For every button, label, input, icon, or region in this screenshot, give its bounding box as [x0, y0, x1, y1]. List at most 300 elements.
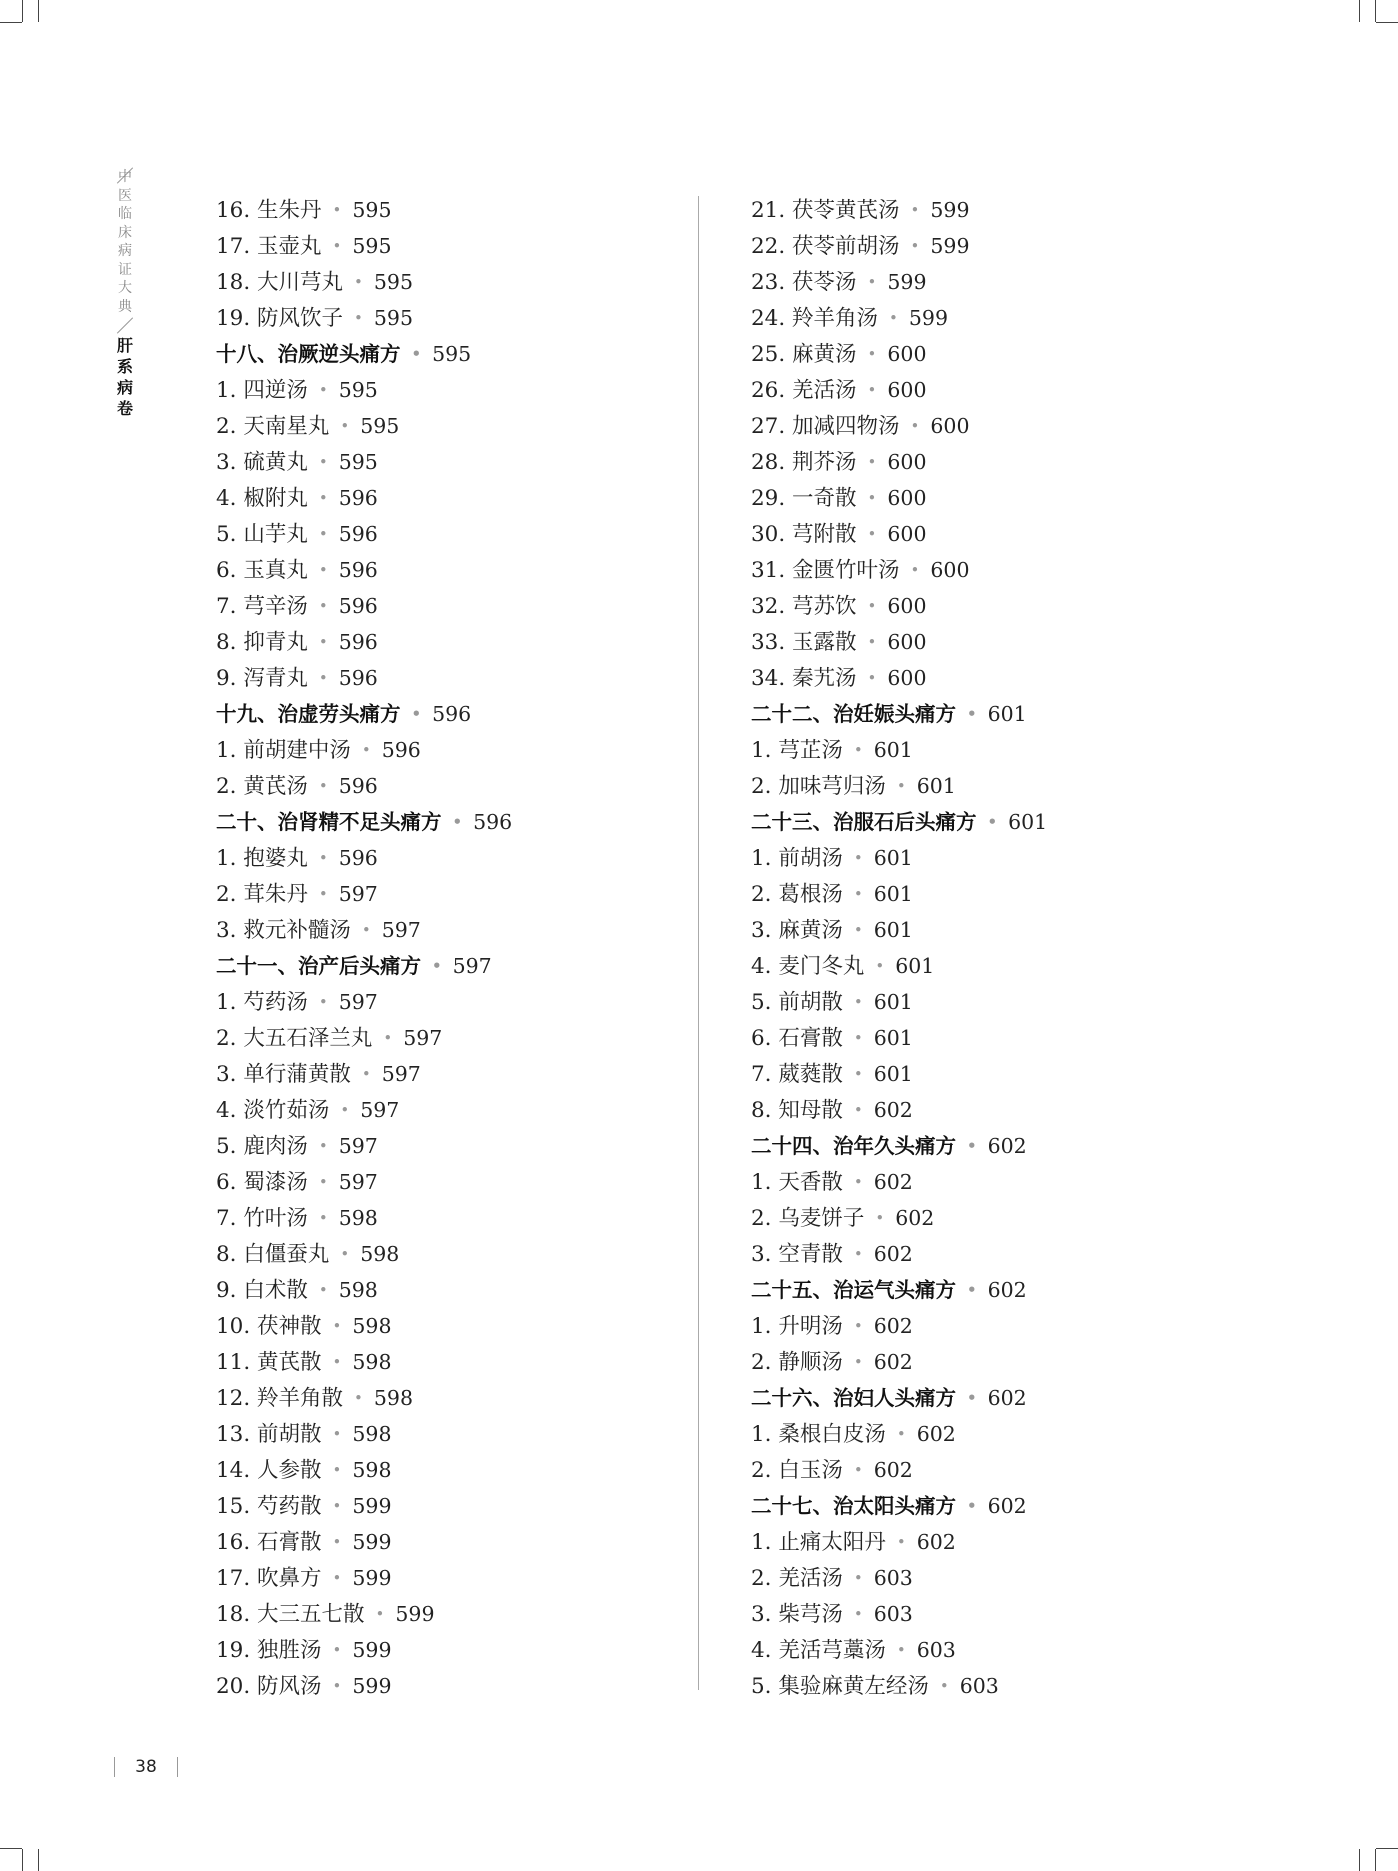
toc-entry-label: 二十二、治妊娠头痛方 [751, 702, 956, 726]
toc-separator-dot: • [318, 993, 328, 1011]
toc-separator-dot: • [853, 1101, 863, 1119]
toc-page-number: 596 [338, 630, 378, 654]
toc-entry [216, 588, 512, 624]
toc-entry [216, 372, 512, 408]
toc-entry-label: 2. 白玉汤 [751, 1458, 843, 1483]
toc-separator-dot: • [318, 561, 328, 579]
toc-entry-label: 3. 麻黄汤 [751, 918, 843, 943]
toc-entry-label: 2. 葛根汤 [751, 882, 843, 907]
toc-separator-dot: • [332, 237, 342, 255]
crop-mark [22, 1849, 23, 1871]
toc-page-number: 595 [373, 306, 414, 330]
toc-page-number: 602 [916, 1422, 956, 1446]
toc-entry-label: 2. 乌麦饼子 [751, 1206, 865, 1231]
toc-page-number: 602 [873, 1242, 913, 1266]
toc-entry [216, 1020, 512, 1056]
title-char: 大 [118, 280, 132, 296]
crop-mark [0, 22, 22, 23]
toc-separator-dot: • [987, 813, 998, 831]
toc-entry [216, 1164, 512, 1200]
toc-page-number: 601 [1008, 810, 1048, 834]
title-slash [117, 317, 133, 333]
toc-page-number: 596 [338, 774, 378, 798]
toc-entry-label: 3. 柴芎汤 [751, 1602, 843, 1627]
toc-separator-dot: • [411, 705, 422, 723]
toc-entry [216, 1560, 512, 1596]
toc-entry-label: 16. 生朱丹 [216, 198, 322, 223]
toc-page-number: 599 [908, 306, 949, 330]
crop-mark [1375, 0, 1376, 22]
toc-entry [216, 912, 512, 948]
toc-entry-label: 11. 黄芪散 [216, 1350, 322, 1375]
toc-page-number: 598 [352, 1422, 392, 1446]
toc-page-number: 597 [403, 1026, 443, 1050]
toc-section-heading [216, 336, 512, 372]
toc-entry-label: 1. 止痛太阳丹 [751, 1530, 886, 1555]
toc-entry-label: 30. 芎附散 [751, 522, 857, 547]
toc-entry [751, 264, 1047, 300]
toc-entry [751, 1020, 1047, 1056]
toc-separator-dot: • [318, 1173, 328, 1191]
crop-mark [1376, 22, 1398, 23]
toc-separator-dot: • [910, 417, 920, 435]
toc-separator-dot: • [896, 1533, 906, 1551]
toc-separator-dot: • [896, 777, 906, 795]
toc-entry-label: 2. 黄芪汤 [216, 774, 308, 799]
toc-entry [751, 1236, 1047, 1272]
toc-separator-dot: • [853, 1317, 863, 1335]
title-char: 中 [118, 169, 132, 185]
toc-entry-label: 5. 山芋丸 [216, 522, 308, 547]
toc-page-number: 600 [887, 666, 927, 690]
toc-page-number: 601 [873, 1026, 913, 1050]
toc-separator-dot: • [340, 1245, 350, 1263]
toc-entry-label: 21. 茯苓黄芪汤 [751, 198, 900, 223]
toc-page-number: 596 [338, 846, 378, 870]
toc-entry [751, 624, 1047, 660]
toc-page-number: 602 [987, 1134, 1027, 1158]
toc-entry-label: 5. 前胡散 [751, 990, 843, 1015]
toc-page-number: 597 [381, 1062, 421, 1086]
toc-right-column [751, 192, 1047, 1704]
toc-entry-label: 29. 一奇散 [751, 486, 857, 511]
toc-page-number: 602 [987, 1386, 1027, 1410]
toc-entry [216, 1308, 512, 1344]
series-title [112, 168, 138, 316]
toc-page-number: 596 [473, 810, 513, 834]
toc-section-heading [751, 1488, 1047, 1524]
toc-entry-label: 二十三、治服石后头痛方 [751, 810, 977, 834]
toc-entry-label: 22. 茯苓前胡汤 [751, 234, 900, 259]
toc-entry-label: 7. 葳蕤散 [751, 1062, 843, 1087]
toc-page-number: 598 [338, 1206, 378, 1230]
toc-separator-dot: • [853, 1353, 863, 1371]
toc-separator-dot: • [967, 1389, 977, 1407]
toc-entry [751, 516, 1047, 552]
toc-separator-dot: • [896, 1641, 906, 1659]
toc-entry [751, 1344, 1047, 1380]
toc-separator-dot: • [853, 921, 863, 939]
toc-entry [216, 1596, 512, 1632]
toc-page-number: 600 [930, 414, 970, 438]
toc-entry-label: 6. 蜀漆汤 [216, 1170, 308, 1195]
toc-page-number: 599 [395, 1602, 435, 1626]
toc-separator-dot: • [332, 1533, 342, 1551]
toc-page-number: 595 [432, 342, 472, 366]
toc-page-number: 601 [916, 774, 956, 798]
toc-page-number: 601 [873, 882, 913, 906]
toc-separator-dot: • [867, 273, 877, 291]
toc-entry-label: 2. 茸朱丹 [216, 882, 308, 907]
toc-entry [751, 948, 1047, 984]
toc-entry [751, 228, 1047, 264]
toc-entry [216, 264, 512, 300]
toc-section-heading [216, 948, 512, 984]
toc-separator-dot: • [853, 1173, 863, 1191]
toc-entry [751, 984, 1047, 1020]
toc-separator-dot: • [318, 633, 328, 651]
page-number: 38 [135, 1757, 157, 1777]
toc-separator-dot: • [853, 849, 863, 867]
toc-page-number: 595 [338, 450, 378, 474]
toc-page-number: 602 [895, 1206, 935, 1230]
toc-entry-label: 28. 荆芥汤 [751, 450, 857, 475]
toc-separator-dot: • [910, 561, 920, 579]
toc-entry [751, 1200, 1047, 1236]
toc-page-number: 602 [916, 1530, 956, 1554]
toc-separator-dot: • [361, 741, 371, 759]
toc-page-number: 595 [338, 378, 378, 402]
toc-page-number: 600 [887, 486, 927, 510]
toc-page-number: 597 [381, 918, 421, 942]
toc-entry-label: 二十四、治年久头痛方 [751, 1134, 956, 1158]
toc-entry-label: 9. 白术散 [216, 1278, 308, 1303]
toc-entry [216, 1452, 512, 1488]
toc-entry-label: 8. 抑青丸 [216, 630, 308, 655]
title-char: 系 [116, 357, 133, 376]
toc-entry-label: 4. 椒附丸 [216, 486, 308, 511]
toc-separator-dot: • [332, 1461, 342, 1479]
toc-entry [751, 660, 1047, 696]
toc-entry-label: 4. 羌活芎藁汤 [751, 1638, 886, 1663]
toc-separator-dot: • [452, 813, 463, 831]
toc-entry [751, 876, 1047, 912]
toc-separator-dot: • [853, 993, 863, 1011]
toc-separator-dot: • [318, 885, 328, 903]
toc-page-number: 597 [338, 1134, 378, 1158]
toc-entry-label: 2. 大五石泽兰丸 [216, 1026, 373, 1051]
toc-entry-label: 26. 羌活汤 [751, 378, 857, 403]
toc-entry [216, 1668, 512, 1704]
toc-separator-dot: • [332, 1497, 342, 1515]
toc-entry-label: 3. 空青散 [751, 1242, 843, 1267]
toc-section-heading [751, 1380, 1047, 1416]
toc-page-number: 595 [352, 198, 392, 222]
title-char: 床 [118, 224, 132, 241]
toc-entry [216, 300, 512, 336]
toc-separator-dot: • [318, 597, 328, 615]
toc-page-number: 602 [873, 1314, 913, 1338]
toc-entry-label: 二十七、治太阳头痛方 [751, 1494, 956, 1518]
toc-separator-dot: • [318, 489, 328, 507]
toc-section-heading [216, 696, 512, 732]
toc-entry [751, 1596, 1047, 1632]
toc-entry-label: 31. 金匮竹叶汤 [751, 558, 900, 583]
toc-page-number: 601 [987, 702, 1027, 726]
toc-left-column [216, 192, 512, 1704]
toc-page-number: 600 [887, 342, 927, 366]
toc-entry [216, 660, 512, 696]
toc-entry-label: 二十六、治妇人头痛方 [751, 1386, 956, 1410]
toc-page-number: 596 [338, 522, 378, 546]
toc-entry-label: 6. 石膏散 [751, 1026, 843, 1051]
toc-page-number: 602 [873, 1098, 913, 1122]
toc-page-number: 600 [887, 378, 927, 402]
toc-page-number: 602 [873, 1458, 913, 1482]
toc-page-number: 603 [959, 1674, 999, 1698]
crop-mark [22, 0, 23, 22]
toc-entry [751, 300, 1047, 336]
toc-page-number: 602 [987, 1278, 1027, 1302]
toc-page-number: 599 [352, 1674, 392, 1698]
toc-separator-dot: • [853, 1065, 863, 1083]
toc-page-number: 599 [930, 234, 970, 258]
toc-page-number: 597 [338, 1170, 378, 1194]
toc-entry [216, 516, 512, 552]
toc-separator-dot: • [967, 1137, 977, 1155]
toc-entry-label: 24. 羚羊角汤 [751, 306, 879, 331]
toc-page-number: 599 [352, 1530, 392, 1554]
toc-separator-dot: • [896, 1425, 906, 1443]
toc-entry [216, 1056, 512, 1092]
volume-title [112, 335, 138, 419]
crop-mark [38, 1849, 39, 1871]
toc-separator-dot: • [967, 1497, 977, 1515]
toc-separator-dot: • [318, 669, 328, 687]
toc-entry-label: 9. 泻青丸 [216, 666, 308, 691]
crop-mark [0, 1848, 22, 1849]
toc-page-number: 597 [452, 954, 492, 978]
toc-entry [216, 1200, 512, 1236]
toc-entry-label: 17. 玉壶丸 [216, 234, 322, 259]
toc-separator-dot: • [318, 1209, 328, 1227]
toc-page-number: 599 [887, 270, 927, 294]
toc-entry-label: 4. 麦门冬丸 [751, 954, 865, 979]
toc-entry-label: 二十一、治产后头痛方 [216, 954, 421, 978]
toc-entry-label: 20. 防风汤 [216, 1674, 322, 1699]
toc-entry-label: 5. 鹿肉汤 [216, 1134, 308, 1159]
toc-separator-dot: • [967, 1281, 977, 1299]
toc-entry-label: 34. 秦艽汤 [751, 666, 857, 691]
toc-entry-label: 14. 人参散 [216, 1458, 322, 1483]
toc-entry [216, 552, 512, 588]
toc-entry-label: 33. 玉露散 [751, 630, 857, 655]
toc-entry [751, 840, 1047, 876]
crop-mark [1375, 1849, 1376, 1871]
toc-separator-dot: • [853, 1569, 863, 1587]
toc-entry [751, 1092, 1047, 1128]
toc-separator-dot: • [411, 345, 422, 363]
toc-page-number: 600 [887, 594, 927, 618]
toc-entry [216, 408, 512, 444]
toc-separator-dot: • [910, 237, 920, 255]
toc-entry [751, 480, 1047, 516]
toc-separator-dot: • [332, 1425, 342, 1443]
folio-bar-right [177, 1757, 178, 1777]
toc-entry [216, 840, 512, 876]
toc-page-number: 601 [895, 954, 935, 978]
toc-entry-label: 12. 羚羊角散 [216, 1386, 344, 1411]
toc-entry [751, 1416, 1047, 1452]
toc-entry [751, 1668, 1047, 1704]
toc-page-number: 600 [887, 522, 927, 546]
toc-page-number: 598 [352, 1458, 392, 1482]
toc-entry [751, 336, 1047, 372]
toc-entry [751, 1056, 1047, 1092]
toc-entry [751, 912, 1047, 948]
toc-entry-label: 1. 芍药汤 [216, 990, 308, 1015]
toc-entry-label: 二十、治肾精不足头痛方 [216, 810, 442, 834]
toc-entry-label: 1. 前胡汤 [751, 846, 843, 871]
toc-entry [751, 1560, 1047, 1596]
toc-entry [751, 552, 1047, 588]
toc-page-number: 598 [360, 1242, 400, 1266]
toc-entry [751, 372, 1047, 408]
toc-separator-dot: • [318, 1281, 328, 1299]
toc-section-heading [751, 696, 1047, 732]
toc-separator-dot: • [867, 453, 877, 471]
toc-separator-dot: • [332, 1317, 342, 1335]
toc-page-number: 599 [352, 1638, 392, 1662]
toc-entry [216, 1092, 512, 1128]
toc-entry [216, 624, 512, 660]
toc-entry-label: 1. 升明汤 [751, 1314, 843, 1339]
crop-mark [38, 0, 39, 22]
title-char: 证 [118, 261, 132, 278]
toc-separator-dot: • [354, 1389, 363, 1407]
toc-entry [216, 1632, 512, 1668]
toc-entry [216, 1128, 512, 1164]
toc-entry-label: 25. 麻黄汤 [751, 342, 857, 367]
toc-page-number: 598 [338, 1278, 378, 1302]
crop-mark [1359, 0, 1360, 22]
toc-page-number: 600 [887, 630, 927, 654]
toc-page-number: 601 [873, 1062, 913, 1086]
toc-separator-dot: • [867, 633, 877, 651]
toc-separator-dot: • [354, 309, 363, 327]
toc-separator-dot: • [318, 849, 328, 867]
toc-page-number: 600 [930, 558, 970, 582]
toc-entry [751, 1308, 1047, 1344]
toc-entry [751, 444, 1047, 480]
toc-entry-label: 3. 硫黄丸 [216, 450, 308, 475]
toc-page-number: 599 [352, 1566, 392, 1590]
toc-entry [216, 228, 512, 264]
toc-entry-label: 2. 加味芎归汤 [751, 774, 886, 799]
toc-entry [216, 1380, 512, 1416]
toc-page-number: 602 [987, 1494, 1027, 1518]
toc-page-number: 596 [338, 486, 378, 510]
toc-entry [751, 408, 1047, 444]
toc-separator-dot: • [361, 921, 371, 939]
toc-page-number: 599 [352, 1494, 392, 1518]
toc-page-number: 598 [352, 1314, 392, 1338]
toc-page-number: 596 [338, 594, 378, 618]
toc-separator-dot: • [332, 1353, 342, 1371]
toc-entry [216, 1236, 512, 1272]
toc-entry-label: 二十五、治运气头痛方 [751, 1278, 956, 1302]
toc-entry-label: 4. 淡竹茹汤 [216, 1098, 330, 1123]
toc-entry [216, 768, 512, 804]
title-char: 临 [118, 206, 132, 222]
toc-page-number: 601 [873, 918, 913, 942]
toc-entry-label: 13. 前胡散 [216, 1422, 322, 1447]
toc-separator-dot: • [867, 597, 877, 615]
toc-separator-dot: • [332, 1677, 342, 1695]
toc-separator-dot: • [332, 1569, 342, 1587]
toc-entry-label: 19. 防风饮子 [216, 306, 344, 331]
toc-entry-label: 1. 天香散 [751, 1170, 843, 1195]
toc-entry [216, 732, 512, 768]
toc-separator-dot: • [875, 1209, 885, 1227]
toc-entry [216, 480, 512, 516]
toc-separator-dot: • [867, 489, 877, 507]
toc-separator-dot: • [889, 309, 898, 327]
toc-separator-dot: • [318, 453, 328, 471]
toc-separator-dot: • [867, 345, 877, 363]
toc-separator-dot: • [318, 777, 328, 795]
toc-page-number: 597 [360, 1098, 400, 1122]
toc-entry [751, 588, 1047, 624]
toc-section-heading [751, 1272, 1047, 1308]
toc-entry [751, 768, 1047, 804]
toc-page-number: 599 [930, 198, 970, 222]
toc-entry [216, 1488, 512, 1524]
toc-entry [216, 444, 512, 480]
toc-entry-label: 15. 芍药散 [216, 1494, 322, 1519]
toc-separator-dot: • [375, 1605, 385, 1623]
toc-separator-dot: • [853, 1461, 863, 1479]
running-title [112, 168, 138, 419]
toc-entry [751, 732, 1047, 768]
toc-page-number: 596 [338, 666, 378, 690]
toc-separator-dot: • [853, 885, 863, 903]
toc-separator-dot: • [853, 1029, 863, 1047]
toc-entry-label: 3. 救元补髓汤 [216, 918, 351, 943]
toc-page-number: 598 [352, 1350, 392, 1374]
toc-separator-dot: • [354, 273, 363, 291]
toc-entry-label: 1. 前胡建中汤 [216, 738, 351, 763]
toc-separator-dot: • [332, 1641, 342, 1659]
toc-section-heading [216, 804, 512, 840]
column-divider [698, 196, 699, 1690]
toc-entry-label: 1. 桑根白皮汤 [751, 1422, 886, 1447]
toc-entry-label: 8. 白僵蚕丸 [216, 1242, 330, 1267]
toc-entry-label: 18. 大三五七散 [216, 1602, 365, 1627]
toc-entry [216, 1524, 512, 1560]
toc-separator-dot: • [867, 381, 877, 399]
toc-entry-label: 1. 抱婆丸 [216, 846, 308, 871]
toc-entry-label: 8. 知母散 [751, 1098, 843, 1123]
toc-page-number: 602 [873, 1350, 913, 1374]
toc-entry-label: 27. 加减四物汤 [751, 414, 900, 439]
toc-page-number: 595 [360, 414, 400, 438]
toc-page-number: 595 [352, 234, 392, 258]
toc-page-number: 598 [373, 1386, 414, 1410]
toc-separator-dot: • [853, 1605, 863, 1623]
toc-entry [216, 1416, 512, 1452]
toc-page-number: 602 [873, 1170, 913, 1194]
